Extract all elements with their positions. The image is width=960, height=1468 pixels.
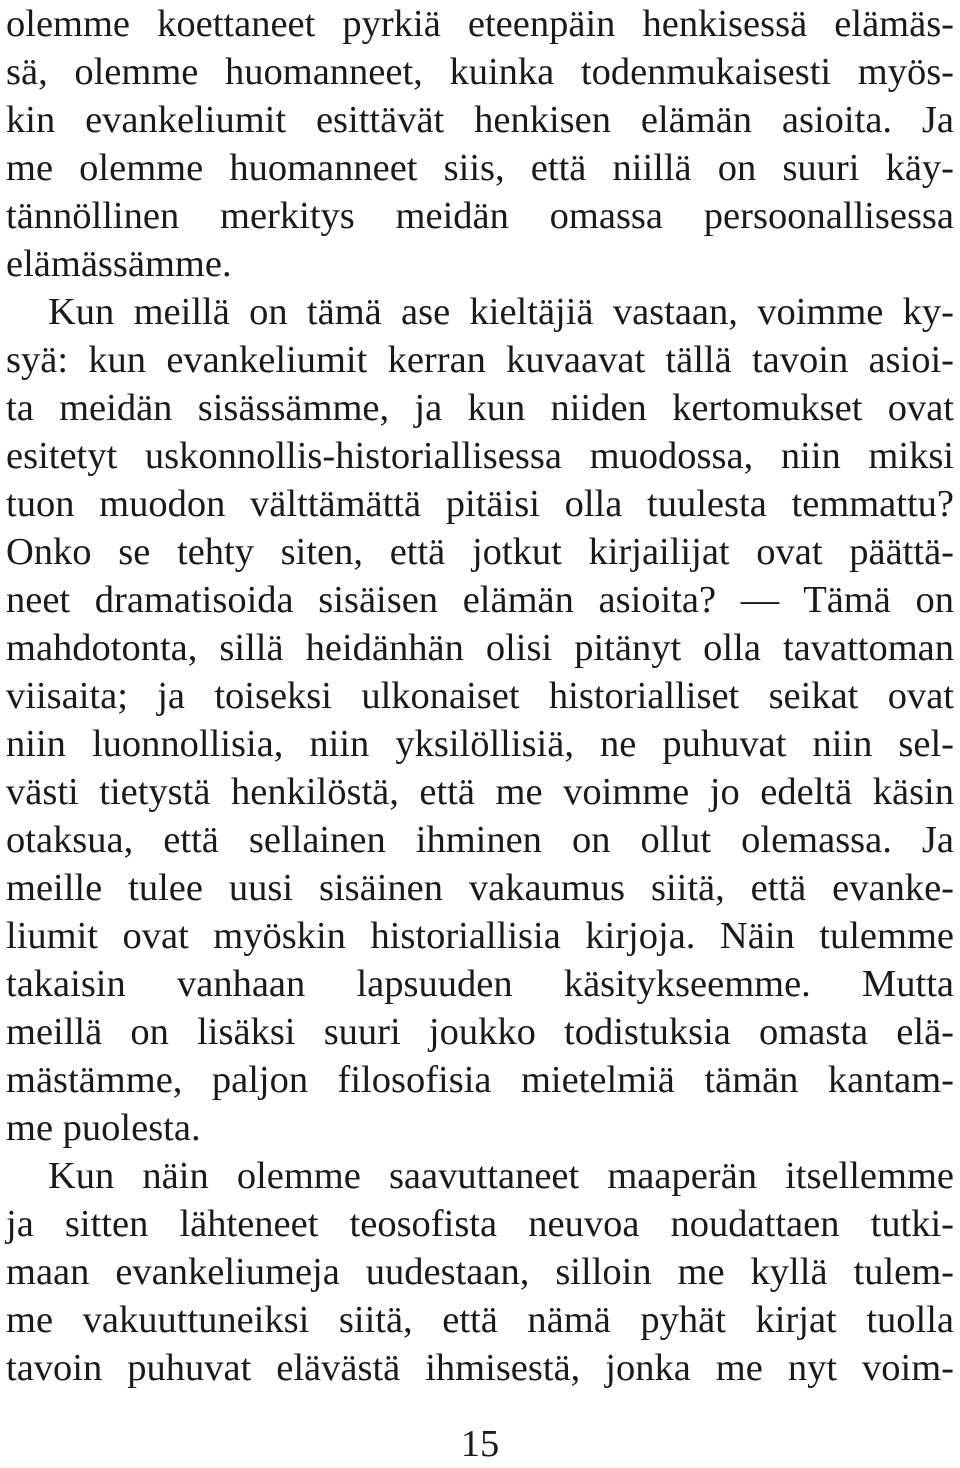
text-line: takaisin vanhaan lapsuuden käsitykseemme. Mutta <box>6 963 954 1005</box>
page-number: 15 <box>460 1423 500 1465</box>
text-line: neet dramatisoida sisäisen elämän asioita? — Tämä on <box>6 579 954 621</box>
document-page <box>6 0 954 1465</box>
text-line: otaksua, että sellainen ihminen on ollut olemassa. Ja <box>6 819 954 861</box>
text-line: olemme koettaneet pyrkiä eteenpäin henkisessä elämäs- <box>6 3 954 45</box>
text-line: me olemme huomanneet siis, että niillä on suuri käy- <box>6 147 954 189</box>
text-line: tännöllinen merkitys meidän omassa persoonallisessa <box>6 195 954 237</box>
text-line: esitetyt uskonnollis-historiallisessa muodossa, niin miksi <box>6 435 954 477</box>
text-line: tavoin puhuvat elävästä ihmisestä, jonka me nyt voim- <box>6 1347 954 1389</box>
text-line: kin evankeliumit esittävät henkisen elämän asioita. Ja <box>6 99 954 141</box>
text-line: meillä on lisäksi suuri joukko todistuksia omasta elä- <box>6 1011 954 1053</box>
text-line: Onko se tehty siten, että jotkut kirjailijat ovat päättä- <box>6 531 954 573</box>
text-line: sä, olemme huomanneet, kuinka todenmukaisesti myös- <box>6 51 954 93</box>
text-line: Kun meillä on tämä ase kieltäjiä vastaan, voimme ky- <box>48 291 954 333</box>
text-line: me vakuuttuneiksi siitä, että nämä pyhät kirjat tuolla <box>6 1299 954 1341</box>
text-line: viisaita; ja toiseksi ulkonaiset historialliset seikat ovat <box>6 675 954 717</box>
text-line: ta meidän sisässämme, ja kun niiden kertomukset ovat <box>6 387 954 429</box>
text-line: liumit ovat myöskin historiallisia kirjoja. Näin tulemme <box>6 915 954 957</box>
text-line: tuon muodon välttämättä pitäisi olla tuulesta temmattu? <box>6 483 954 525</box>
text-line: ja sitten lähteneet teosofista neuvoa noudattaen tutki- <box>6 1203 954 1245</box>
text-line: mästämme, paljon filosofisia mietelmiä tämän kantam- <box>6 1059 954 1101</box>
text-line: niin luonnollisia, niin yksilöllisiä, ne puhuvat niin sel- <box>6 723 954 765</box>
text-line: mahdotonta, sillä heidänhän olisi pitänyt olla tavattoman <box>6 627 954 669</box>
text-line: me puolesta. <box>6 1107 201 1149</box>
text-line: elämässämme. <box>6 243 232 285</box>
text-line: Kun näin olemme saavuttaneet maaperän itsellemme <box>48 1155 954 1197</box>
text-line: meille tulee uusi sisäinen vakaumus siitä, että evanke- <box>6 867 954 909</box>
text-line: västi tietystä henkilöstä, että me voimme jo edeltä käsin <box>6 771 954 813</box>
text-line: maan evankeliumeja uudestaan, silloin me kyllä tulem- <box>6 1251 954 1293</box>
text-line: syä: kun evankeliumit kerran kuvaavat tällä tavoin asioi- <box>6 339 954 381</box>
